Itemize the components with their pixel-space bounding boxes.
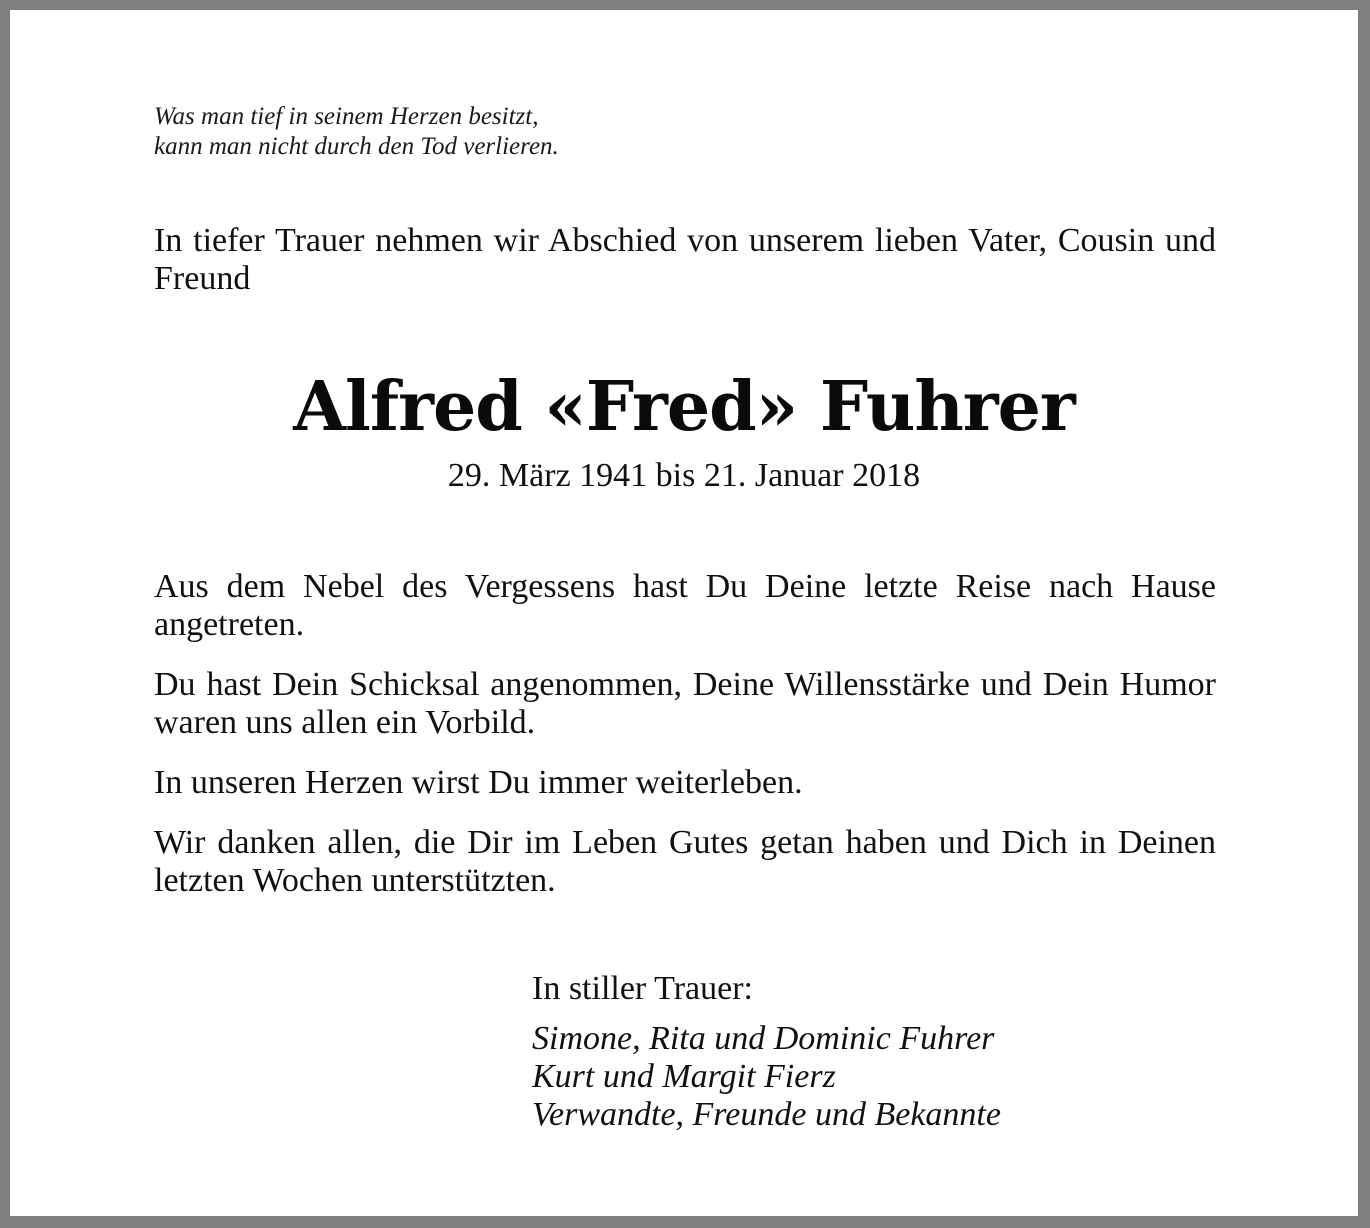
mourner-name: Simone, Rita und Dominic Fuhrer [532,1020,995,1057]
paragraph: In unseren Herzen wirst Du immer weiterleben. [154,764,803,801]
mourners-block [532,970,1001,1134]
mourner-name: Verwandte, Freunde und Bekannte [532,1096,1001,1133]
mourner-name: Kurt und Margit Fierz [532,1058,836,1095]
motto-line: kann man nicht durch den Tod verlieren. [154,133,559,160]
life-dates: 29. März 1941 bis 21. Januar 2018 [447,457,921,494]
mourners-list [532,1020,1001,1134]
motto-quote [154,102,559,162]
motto-line: Was man tief in seinem Herzen besitzt, [154,103,539,130]
obituary-notice [10,10,1358,1216]
paragraph: Wir danken allen, die Dir im Leben Gutes getan haben und Dich in Deinen letzten Wochen unterstützten. [154,824,1216,899]
intro-text: In tiefer Trauer nehmen wir Abschied von unserem lieben Vater, Cousin und Freund [154,222,1216,297]
paragraph: Aus dem Nebel des Vergessens hast Du Deine letzte Reise nach Hause angetreten. [154,568,1216,643]
body-paragraphs [154,568,1216,922]
mourners-heading: In stiller Trauer: [532,970,753,1007]
paragraph: Du hast Dein Schicksal angenommen, Deine Willensstärke und Dein Humor waren uns allen ein Vorbild. [154,666,1216,741]
deceased-name: Alfred «Fred» Fuhrer [293,367,1075,447]
